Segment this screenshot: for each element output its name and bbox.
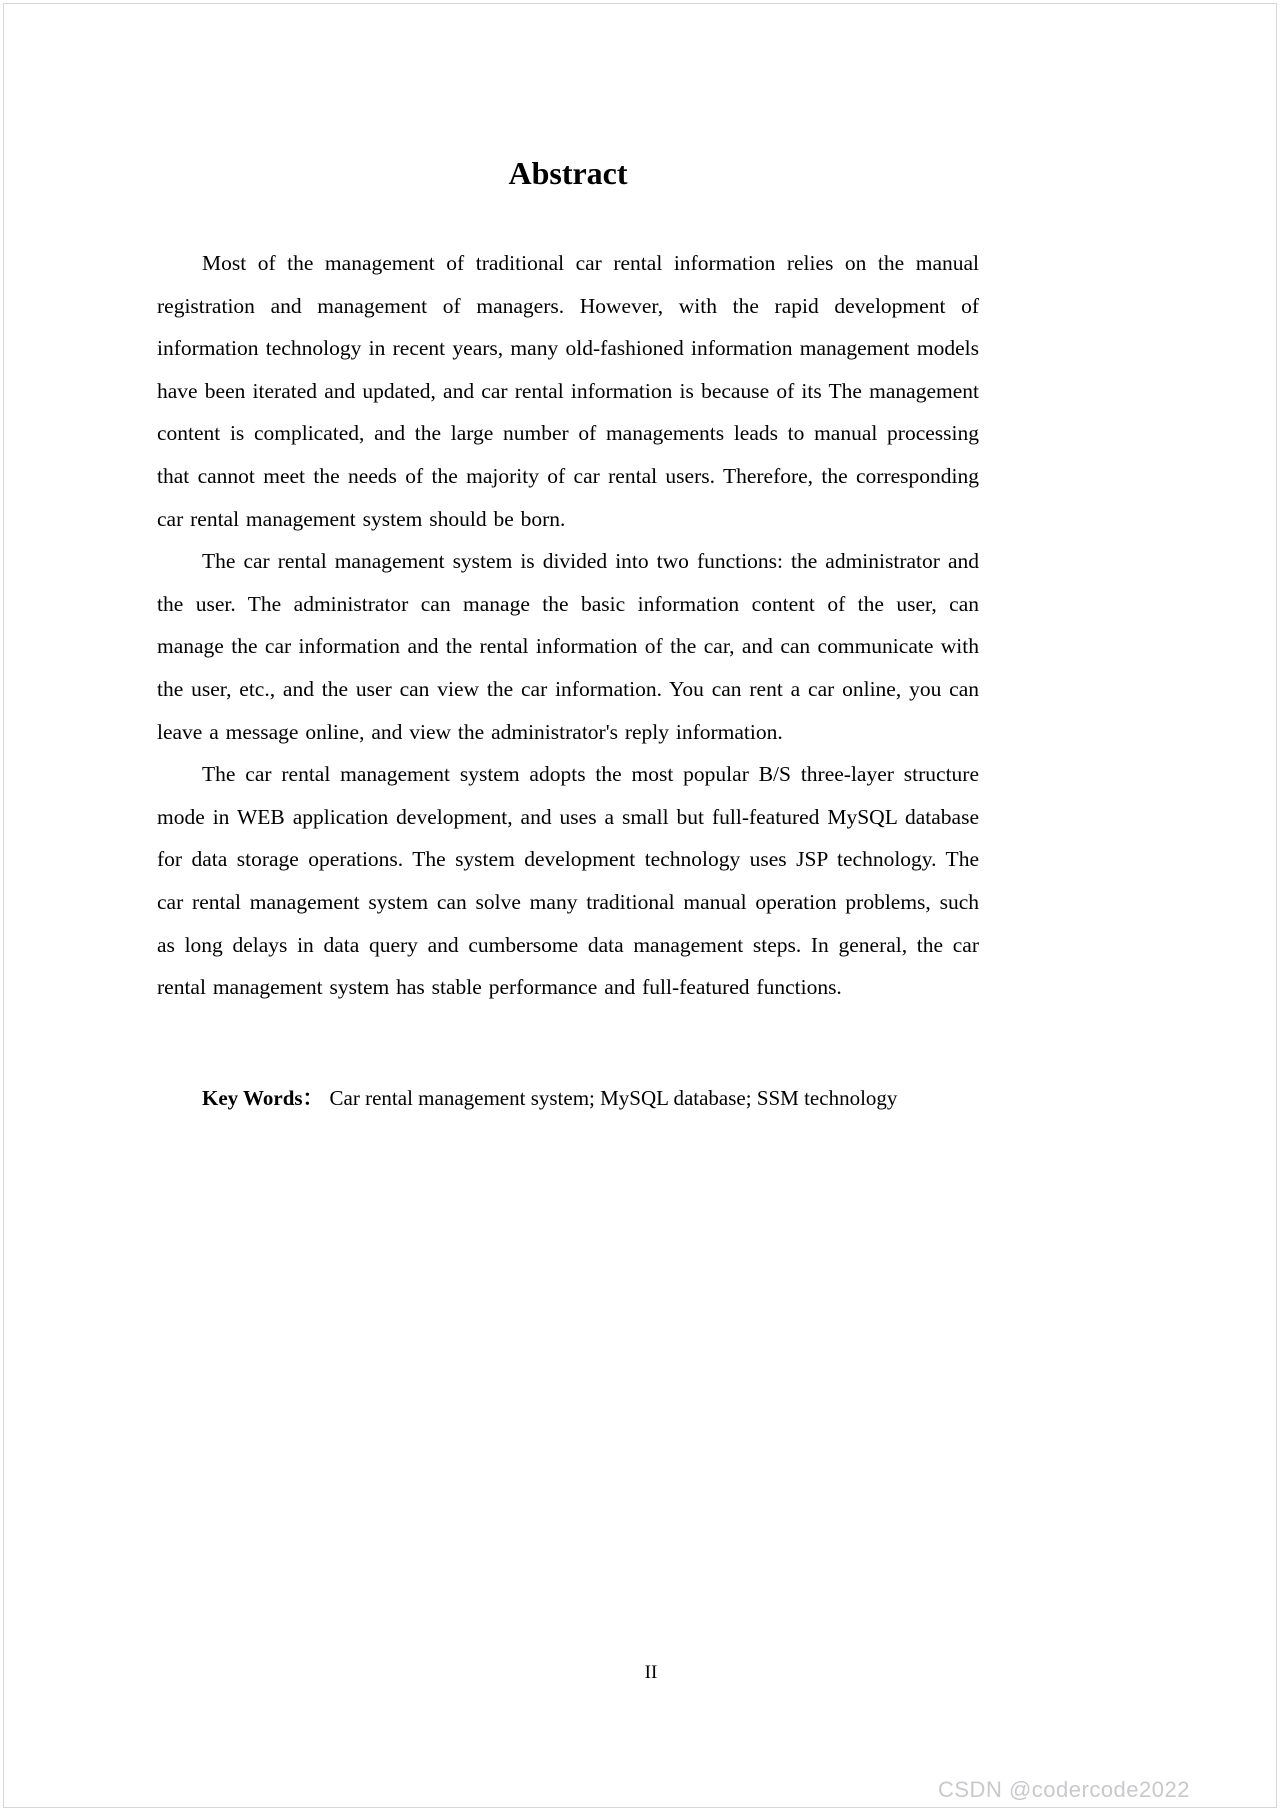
abstract-paragraph-1: Most of the management of traditional car rental information relies on the manual registration and management of managers. However, with the rapid development of information technology in recent years, many old-fashioned information management models have been iterated and updated, and car rental information is because of its The management content is complicated, and the large number of managements leads to manual processing that cannot meet the needs of the majority of car rental users. Therefore, the corresponding car rental management system should be born. (157, 251, 979, 531)
abstract-title: Abstract (508, 155, 628, 191)
abstract-body (157, 242, 979, 1009)
page-number: II (644, 1662, 658, 1683)
keywords-text: Car rental management system; MySQL database; SSM technology (329, 1085, 898, 1110)
abstract-paragraph-2: The car rental management system is divided into two functions: the administrator and the user. The administrator can manage the basic information content of the user, can manage the car information and the rental information of the car, and can communicate with the user, etc., and the user can view the car information. You can rent a car online, you can leave a message online, and view the administrator's reply information. (157, 549, 979, 744)
csdn-watermark: CSDN @codercode2022 (938, 1777, 1190, 1802)
abstract-content (157, 0, 979, 1113)
keywords-label: Key Words： (202, 1085, 324, 1110)
abstract-paragraph-3: The car rental management system adopts the most popular B/S three-layer structure mode in WEB application development, and uses a small but full-featured MySQL database for data storage operations. The system development technology uses JSP technology. The car rental management system can solve many traditional manual operation problems, such as long delays in data query and cumbersome data management steps. In general, the car rental management system has stable performance and full-featured functions. (157, 762, 979, 1000)
keywords-line (157, 1083, 979, 1113)
